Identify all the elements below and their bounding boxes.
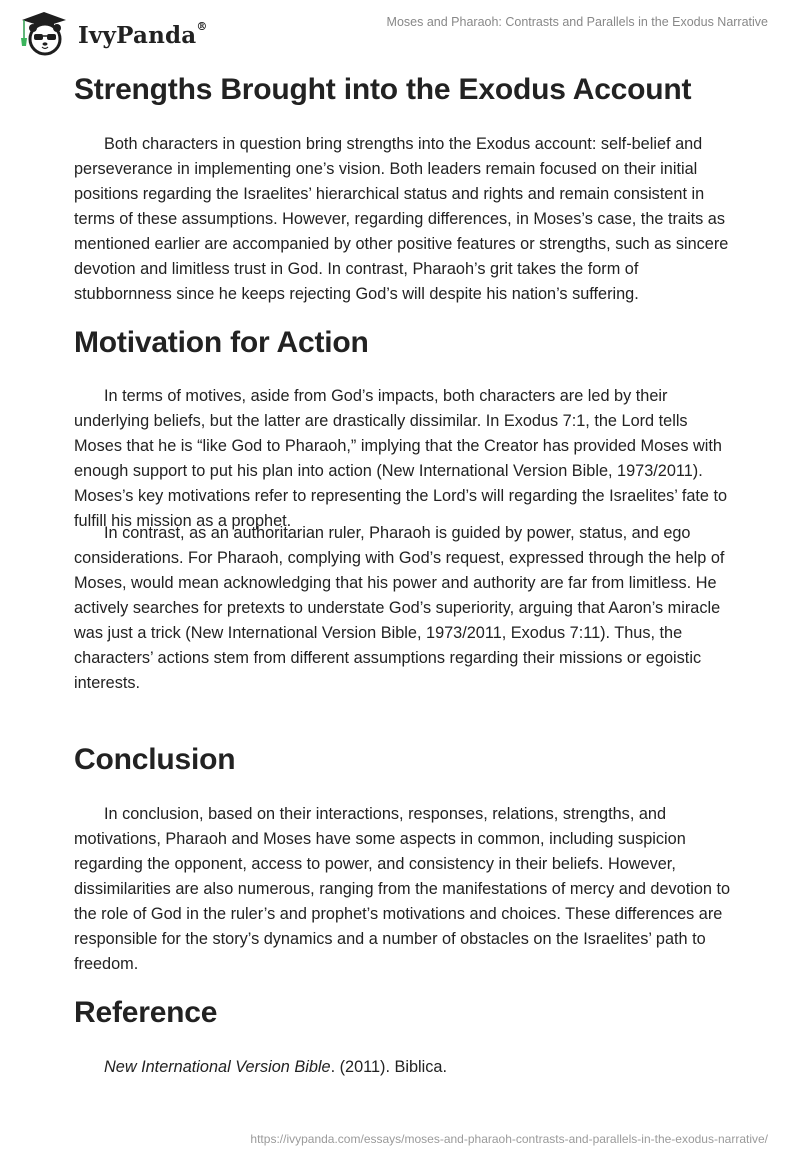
reference-entry xyxy=(74,1055,447,1080)
reference-title: New International Version Bible xyxy=(104,1058,331,1076)
brand-name: IvyPanda® xyxy=(78,20,208,49)
section-heading-reference: Reference xyxy=(74,996,218,1029)
paragraph-motivation-2: In contrast, as an authoritarian ruler, Pharaoh is guided by power, status, and ego considerations. For Pharaoh, complying with God’s request, expressed through the help of Moses, would mean acknowledging that his power and authority are far from limitless. He actively searches for pretexts to understate God’s superiority, arguing that Aaron’s miracle was just a trick (New International Version Bible, 1973/2011, Exodus 7:11). Thus, the characters’ actions stem from different assumptions regarding their missions or egoistic interests. xyxy=(74,524,725,692)
reference-details: . (2011). Biblica. xyxy=(330,1058,447,1076)
paragraph-strengths: Both characters in question bring strengths into the Exodus account: self-belief and perseverance in implementing one’s vision. Both leaders remain focused on their initial positions regarding the Israelites’ hierarchical status and rights and remain consistent in terms of these assumptions. However, regarding differences, in Moses’s case, the traits as mentioned earlier are accompanied by other positive features or strengths, such as sincere devotion and limitless trust in God. In contrast, Pharaoh’s grit takes the form of stubbornness since he keeps rejecting God’s will despite his nation’s suffering. xyxy=(74,135,729,303)
paragraph-motivation-1: In terms of motives, aside from God’s impacts, both characters are led by their underlying beliefs, but the latter are drastically dissimilar. In Exodus 7:1, the Lord tells Moses that he is “like God to Pharaoh,” implying that the Creator has provided Moses with enough support to put his plan into action (New International Version Bible, 1973/2011). Moses’s key motivations refer to representing the Lord’s will regarding the Israelites’ fate to fulfill his mission as a prophet. xyxy=(74,387,728,530)
brand-logo[interactable] xyxy=(18,8,208,63)
section-heading-motivation: Motivation for Action xyxy=(74,326,369,359)
registered-mark: ® xyxy=(196,20,208,34)
section-heading-conclusion: Conclusion xyxy=(74,743,236,776)
paragraph-conclusion: In conclusion, based on their interactions, responses, relations, strengths, and motivations, Pharaoh and Moses have some aspects in common, including suspicion regarding the opponent, access to power, and consistency in their beliefs. However, dissimilarities are also numerous, ranging from the manifestations of mercy and devotion to the role of God in the ruler’s and prophet’s motivations and choices. These differences are responsible for the story’s dynamics and a number of obstacles on the Israelites’ path to freedom. xyxy=(74,805,731,973)
source-url[interactable]: https://ivypanda.com/essays/moses-and-pharaoh-contrasts-and-parallels-in-the-exodus-narrative/ xyxy=(250,1132,768,1146)
page-header xyxy=(0,0,800,60)
section-heading-strengths: Strengths Brought into the Exodus Account xyxy=(74,73,692,106)
panda-graduate-icon xyxy=(18,8,70,63)
document-title: Moses and Pharaoh: Contrasts and Parallels in the Exodus Narrative xyxy=(386,15,768,29)
